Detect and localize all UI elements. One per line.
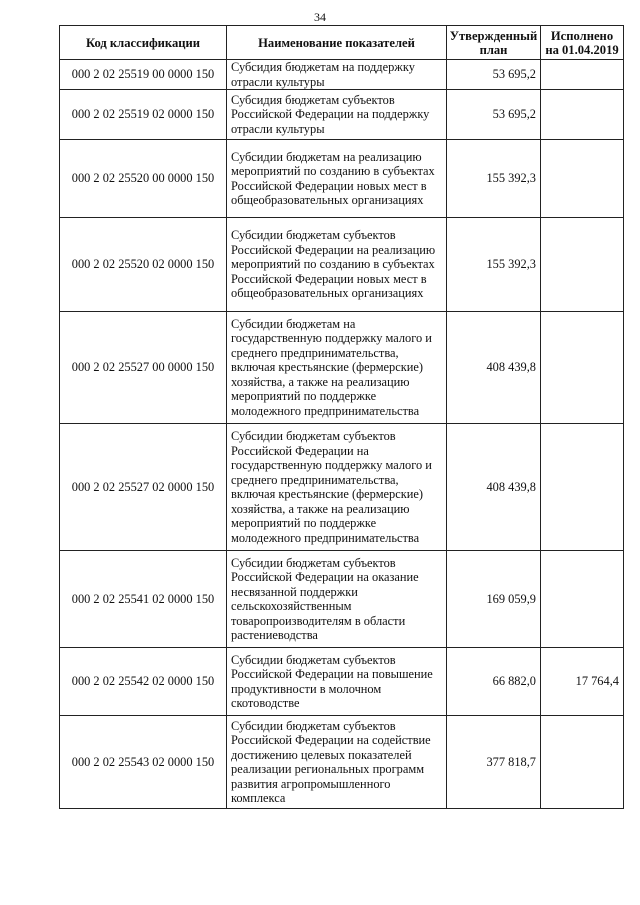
- indicator-name-cell: Субсидия бюджетам субъектов Российской Федерации на поддержку отрасли культуры: [227, 90, 447, 140]
- table-row: [60, 648, 624, 716]
- classification-code-cell: 000 2 02 25519 00 0000 150: [60, 60, 227, 90]
- table-header-row: [60, 26, 624, 60]
- executed-value-cell: [541, 218, 624, 312]
- classification-code-cell: 000 2 02 25520 00 0000 150: [60, 140, 227, 218]
- plan-value-cell: 408 439,8: [447, 312, 541, 424]
- table-row: [60, 716, 624, 809]
- indicator-name-cell: Субсидии бюджетам на реализацию мероприятий по созданию в субъектах Российской Федерации новых мест в общеобразовательных организациях: [227, 140, 447, 218]
- indicator-name-cell: Субсидии бюджетам субъектов Российской Федерации на оказание несвязанной поддержки сельскохозяйственным товаропроизводителям в области растениеводства: [227, 551, 447, 648]
- header-name: Наименование показателей: [227, 26, 447, 60]
- indicator-name-cell: Субсидии бюджетам субъектов Российской Федерации на реализацию мероприятий по созданию в субъектах Российской Федерации новых мест в общеобразовательных организациях: [227, 218, 447, 312]
- executed-value-cell: [541, 312, 624, 424]
- executed-value-cell: 17 764,4: [541, 648, 624, 716]
- header-plan: Утвержденный план: [447, 26, 541, 60]
- table-row: [60, 90, 624, 140]
- classification-code-cell: 000 2 02 25519 02 0000 150: [60, 90, 227, 140]
- header-code: Код классификации: [60, 26, 227, 60]
- executed-value-cell: [541, 140, 624, 218]
- plan-value-cell: 66 882,0: [447, 648, 541, 716]
- indicator-name-cell: Субсидии бюджетам субъектов Российской Федерации на повышение продуктивности в молочном скотоводстве: [227, 648, 447, 716]
- classification-code-cell: 000 2 02 25541 02 0000 150: [60, 551, 227, 648]
- table-row: [60, 140, 624, 218]
- indicator-name-cell: Субсидии бюджетам субъектов Российской Федерации на государственную поддержку малого и среднего предпринимательства, включая крестьянские (фермерские) хозяйства, а также на реализацию мероприятий по поддержке молодежного предпринимательства: [227, 424, 447, 551]
- table-row: [60, 60, 624, 90]
- indicator-name-cell: Субсидии бюджетам на государственную поддержку малого и среднего предпринимательства, включая крестьянские (фермерские) хозяйства, а также на реализацию мероприятий по поддержке молодежного предпринимательства: [227, 312, 447, 424]
- classification-code-cell: 000 2 02 25527 02 0000 150: [60, 424, 227, 551]
- executed-value-cell: [541, 551, 624, 648]
- classification-code-cell: 000 2 02 25542 02 0000 150: [60, 648, 227, 716]
- plan-value-cell: 155 392,3: [447, 218, 541, 312]
- plan-value-cell: 408 439,8: [447, 424, 541, 551]
- plan-value-cell: 53 695,2: [447, 90, 541, 140]
- executed-value-cell: [541, 716, 624, 809]
- indicator-name-cell: Субсидия бюджетам на поддержку отрасли культуры: [227, 60, 447, 90]
- table-row: [60, 424, 624, 551]
- header-executed: Исполнено на 01.04.2019: [541, 26, 624, 60]
- classification-code-cell: 000 2 02 25527 00 0000 150: [60, 312, 227, 424]
- executed-value-cell: [541, 60, 624, 90]
- executed-value-cell: [541, 424, 624, 551]
- table-row: [60, 551, 624, 648]
- plan-value-cell: 53 695,2: [447, 60, 541, 90]
- classification-code-cell: 000 2 02 25543 02 0000 150: [60, 716, 227, 809]
- page-number: 34: [314, 10, 326, 24]
- executed-value-cell: [541, 90, 624, 140]
- plan-value-cell: 169 059,9: [447, 551, 541, 648]
- table-row: [60, 312, 624, 424]
- classification-code-cell: 000 2 02 25520 02 0000 150: [60, 218, 227, 312]
- indicator-name-cell: Субсидии бюджетам субъектов Российской Федерации на содействие достижению целевых показателей реализации региональных программ развития агропромышленного комплекса: [227, 716, 447, 809]
- plan-value-cell: 155 392,3: [447, 140, 541, 218]
- plan-value-cell: 377 818,7: [447, 716, 541, 809]
- table-row: [60, 218, 624, 312]
- budget-table: [59, 25, 624, 809]
